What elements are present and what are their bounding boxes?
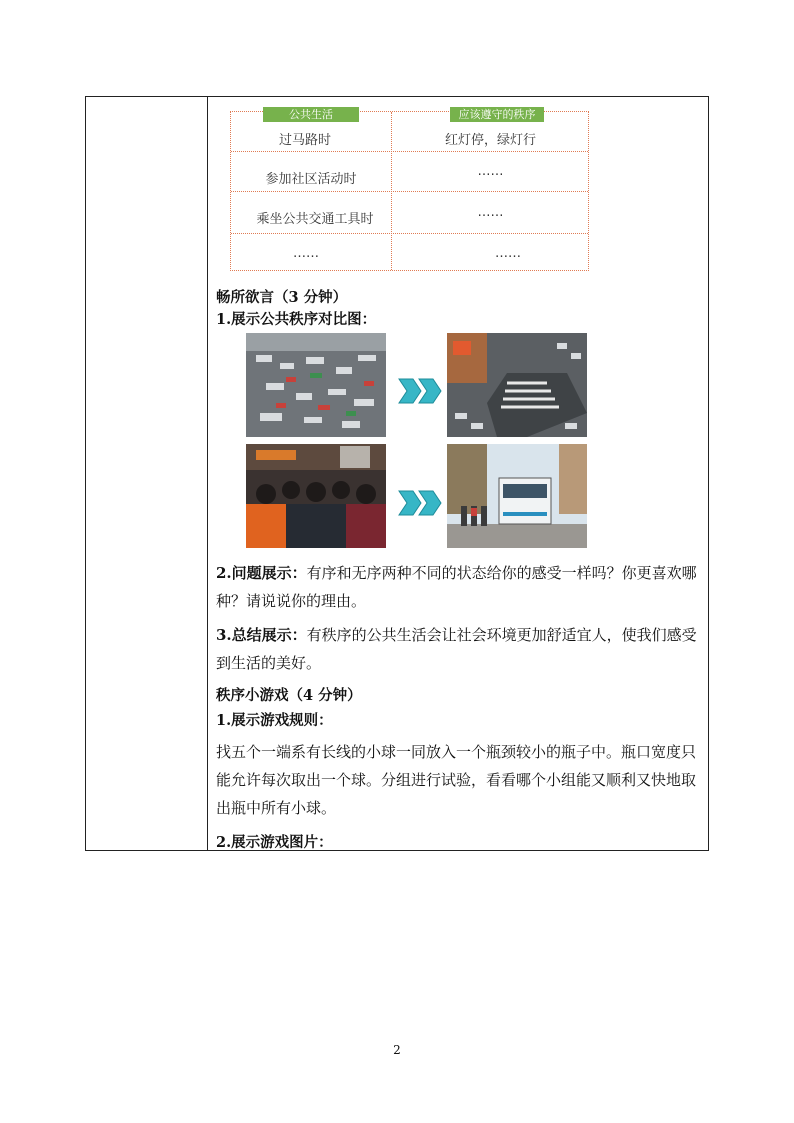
section-title-game: 秩序小游戏（4 分钟） — [216, 687, 362, 704]
question-label: 2.问题展示： — [216, 564, 307, 582]
photo-traffic-order — [447, 333, 587, 437]
summary-label: 3.总结展示： — [216, 626, 307, 644]
content-cell — [208, 97, 708, 850]
table-cell: …… — [495, 246, 521, 261]
photo-queue-chaos — [246, 444, 386, 548]
question-text: 有序和无序两种不同的状态给你的感受一样吗？你更喜欢哪种？请说说你的理由。 — [216, 564, 697, 610]
table-cell: 参加社区活动时 — [265, 172, 357, 187]
table-cell: 乘坐公共交通工具时 — [256, 212, 374, 227]
arrow-right-icon — [397, 489, 447, 517]
table-cell: …… — [477, 164, 504, 179]
header-order: 应该遵守的秩序 — [450, 107, 544, 122]
summary-paragraph — [216, 621, 704, 677]
photo-traffic-chaos — [246, 333, 386, 437]
item-game-pictures: 2.展示游戏图片： — [216, 834, 333, 851]
table-cell: 过马路时 — [278, 133, 331, 148]
order-table — [230, 108, 589, 271]
arrow-right-icon — [397, 377, 447, 405]
section-title-speak: 畅所欲言（3 分钟） — [216, 289, 348, 306]
table-cell: 红灯停，绿灯行 — [444, 133, 536, 148]
question-paragraph — [216, 559, 704, 615]
item-show-comparison: 1.展示公共秩序对比图： — [216, 311, 377, 328]
summary-text: 有秩序的公共生活会让社会环境更加舒适宜人，使我们感受到生活的美好。 — [216, 626, 697, 672]
rules-paragraph: 找五个一端系有长线的小球一同放入一个瓶颈较小的瓶子中。瓶口宽度只能允许每次取出一个球。分组进行试验，看看哪个小组能又顺利又快地取出瓶中所有小球。 — [216, 743, 697, 817]
table-cell: …… — [293, 246, 319, 261]
item-game-rules: 1.展示游戏规则： — [216, 712, 333, 729]
lesson-table — [85, 96, 709, 851]
table-cell: …… — [477, 205, 504, 220]
page-number: 2 — [393, 1043, 401, 1057]
left-column-cell — [86, 97, 208, 850]
photo-queue-order — [447, 444, 587, 548]
header-public-life: 公共生活 — [263, 107, 359, 122]
